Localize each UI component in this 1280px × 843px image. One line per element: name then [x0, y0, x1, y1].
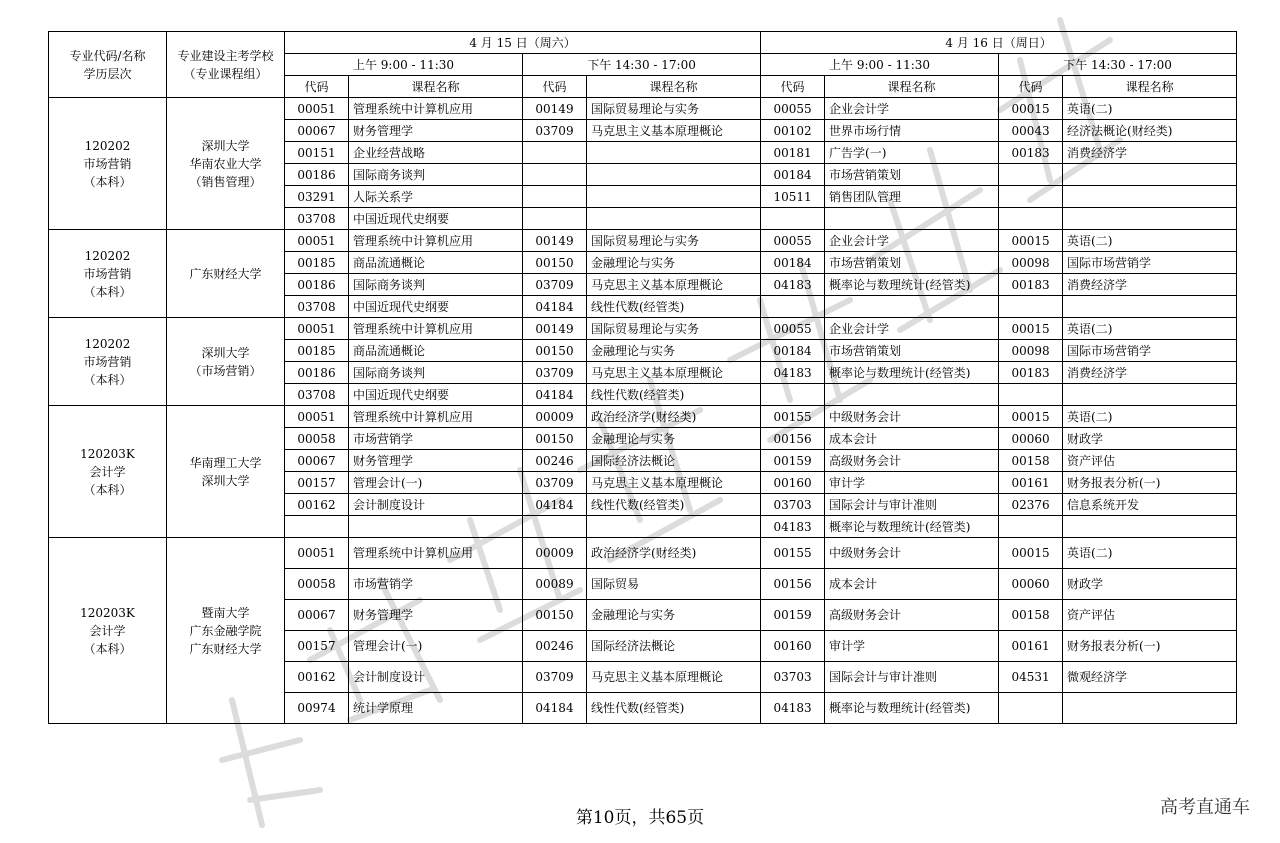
course-code-cell: 00974 [285, 693, 349, 724]
course-code-cell: 00009 [523, 538, 587, 569]
spec-cell [49, 538, 167, 724]
spec-line: 120203K [80, 605, 135, 620]
course-code-cell: 10511 [761, 186, 825, 208]
school-line: 华南农业大学 [189, 156, 262, 171]
course-name-cell: 微观经济学 [1063, 662, 1237, 693]
school-line: 深圳大学 [201, 473, 250, 488]
course-name-cell: 高级财务会计 [825, 600, 999, 631]
course-name-cell: 国际经济法概论 [587, 631, 761, 662]
course-name-cell: 企业会计学 [825, 318, 999, 340]
course-code-cell [999, 164, 1063, 186]
course-name-cell [587, 208, 761, 230]
course-name-cell: 英语(二) [1063, 538, 1237, 569]
course-name-cell: 管理会计(一) [349, 472, 523, 494]
course-name-cell: 审计学 [825, 472, 999, 494]
course-code-cell: 00149 [523, 230, 587, 252]
course-name-cell: 国际贸易 [587, 569, 761, 600]
course-name-cell: 世界市场行情 [825, 120, 999, 142]
course-code-cell: 04184 [523, 296, 587, 318]
course-code-cell: 00150 [523, 252, 587, 274]
course-name-cell: 英语(二) [1063, 230, 1237, 252]
course-name-cell: 消费经济学 [1063, 362, 1237, 384]
course-code-cell [999, 693, 1063, 724]
course-name-cell: 国际商务谈判 [349, 274, 523, 296]
course-code-cell [761, 384, 825, 406]
day2-am-header: 上午 9:00 - 11:30 [761, 54, 999, 76]
course-code-cell: 00186 [285, 274, 349, 296]
course-code-cell: 03291 [285, 186, 349, 208]
spec-cell [49, 318, 167, 406]
course-name-cell: 英语(二) [1063, 406, 1237, 428]
course-name-cell: 财务报表分析(一) [1063, 472, 1237, 494]
course-code-cell: 00015 [999, 538, 1063, 569]
course-code-cell: 00102 [761, 120, 825, 142]
course-code-cell: 00246 [523, 631, 587, 662]
course-name-cell [1063, 164, 1237, 186]
course-code-cell: 04183 [761, 362, 825, 384]
course-name-cell: 英语(二) [1063, 318, 1237, 340]
course-code-cell: 00160 [761, 631, 825, 662]
course-code-cell: 00162 [285, 494, 349, 516]
course-code-cell: 00058 [285, 428, 349, 450]
course-name-cell: 消费经济学 [1063, 142, 1237, 164]
course-name-cell: 国际市场营销学 [1063, 252, 1237, 274]
course-code-cell: 00067 [285, 450, 349, 472]
spec-cell [49, 98, 167, 230]
spec-line: （本科） [83, 482, 132, 497]
course-name-cell: 金融理论与实务 [587, 340, 761, 362]
school-header [167, 32, 285, 98]
course-code-cell [523, 142, 587, 164]
course-name-cell: 会计制度设计 [349, 662, 523, 693]
course-code-cell: 00015 [999, 318, 1063, 340]
spec-line: （本科） [83, 174, 132, 189]
course-code-cell: 00184 [761, 252, 825, 274]
course-name-cell: 马克思主义基本原理概论 [587, 120, 761, 142]
table-row [49, 230, 1237, 252]
course-name-cell [1063, 516, 1237, 538]
table-row [49, 98, 1237, 120]
spec-line: （本科） [83, 641, 132, 656]
course-name-cell: 线性代数(经管类) [587, 384, 761, 406]
spec-line: 市场营销 [83, 354, 132, 369]
school-cell [167, 98, 285, 230]
course-code-cell: 03708 [285, 208, 349, 230]
course-name-cell [1063, 186, 1237, 208]
course-name-cell: 金融理论与实务 [587, 428, 761, 450]
course-code-cell: 00060 [999, 569, 1063, 600]
course-name-cell [587, 516, 761, 538]
course-code-cell [999, 384, 1063, 406]
course-name-cell: 企业经营战略 [349, 142, 523, 164]
course-code-cell: 00151 [285, 142, 349, 164]
course-name-cell: 财务管理学 [349, 600, 523, 631]
course-code-cell: 04183 [761, 274, 825, 296]
course-code-cell: 00162 [285, 662, 349, 693]
school-cell [167, 538, 285, 724]
course-name-cell: 财务报表分析(一) [1063, 631, 1237, 662]
course-code-cell: 00186 [285, 362, 349, 384]
course-name-cell: 英语(二) [1063, 98, 1237, 120]
exam-schedule-table [48, 31, 1237, 724]
course-name-cell: 概率论与数理统计(经管类) [825, 274, 999, 296]
school-line: 深圳大学 [201, 345, 250, 360]
course-name-cell: 线性代数(经管类) [587, 296, 761, 318]
course-name-cell: 中国近现代史纲要 [349, 296, 523, 318]
day2-header: 4 月 16 日（周日） [761, 32, 1237, 54]
course-name-cell: 国际贸易理论与实务 [587, 318, 761, 340]
course-code-cell: 00155 [761, 538, 825, 569]
school-line: 暨南大学 [201, 605, 250, 620]
course-code-cell: 03708 [285, 384, 349, 406]
course-code-cell: 00009 [523, 406, 587, 428]
course-code-cell: 03708 [285, 296, 349, 318]
course-name-cell: 市场营销策划 [825, 164, 999, 186]
course-code-cell: 00156 [761, 569, 825, 600]
school-cell [167, 230, 285, 318]
course-code-cell: 00051 [285, 318, 349, 340]
course-code-cell: 00161 [999, 631, 1063, 662]
course-code-cell: 00183 [999, 274, 1063, 296]
course-name-cell: 马克思主义基本原理概论 [587, 662, 761, 693]
course-name-cell: 会计制度设计 [349, 494, 523, 516]
day2-pm-header: 下午 14:30 - 17:00 [999, 54, 1237, 76]
course-name-cell: 经济法概论(财经类) [1063, 120, 1237, 142]
day1-am-header: 上午 9:00 - 11:30 [285, 54, 523, 76]
course-header: 课程名称 [825, 76, 999, 98]
code-header: 代码 [761, 76, 825, 98]
course-name-cell: 财政学 [1063, 428, 1237, 450]
course-code-cell: 04184 [523, 384, 587, 406]
school-line: 华南理工大学 [189, 455, 262, 470]
course-code-cell [285, 516, 349, 538]
spec-cell [49, 406, 167, 538]
course-name-cell: 中国近现代史纲要 [349, 208, 523, 230]
code-header: 代码 [523, 76, 587, 98]
course-name-cell: 财务管理学 [349, 450, 523, 472]
course-name-cell: 管理系统中计算机应用 [349, 230, 523, 252]
course-code-cell: 00051 [285, 538, 349, 569]
spec-level-title: 学历层次 [83, 66, 132, 81]
course-code-cell: 00051 [285, 230, 349, 252]
course-name-cell: 成本会计 [825, 569, 999, 600]
course-name-cell: 管理会计(一) [349, 631, 523, 662]
course-name-cell: 消费经济学 [1063, 274, 1237, 296]
course-name-cell: 国际商务谈判 [349, 164, 523, 186]
course-name-cell: 市场营销学 [349, 569, 523, 600]
school-line: （市场营销） [189, 363, 262, 378]
school-line: 广东财经大学 [189, 641, 262, 656]
course-header: 课程名称 [1063, 76, 1237, 98]
course-name-cell: 市场营销学 [349, 428, 523, 450]
spec-line: 会计学 [89, 623, 126, 638]
course-name-cell: 高级财务会计 [825, 450, 999, 472]
course-name-cell: 概率论与数理统计(经管类) [825, 362, 999, 384]
course-code-cell: 00067 [285, 120, 349, 142]
course-code-cell: 03709 [523, 274, 587, 296]
course-name-cell: 国际贸易理论与实务 [587, 98, 761, 120]
school-group-title: （专业课程组） [183, 66, 268, 81]
course-name-cell [1063, 208, 1237, 230]
course-code-cell [999, 516, 1063, 538]
course-name-cell: 财政学 [1063, 569, 1237, 600]
course-code-cell [523, 164, 587, 186]
course-code-cell: 00184 [761, 340, 825, 362]
course-name-cell [587, 164, 761, 186]
course-name-cell [587, 142, 761, 164]
table-row [49, 406, 1237, 428]
course-name-cell: 国际商务谈判 [349, 362, 523, 384]
school-cell [167, 406, 285, 538]
course-code-cell: 00159 [761, 450, 825, 472]
spec-line: 120203K [80, 446, 135, 461]
course-name-cell: 概率论与数理统计(经管类) [825, 516, 999, 538]
course-name-cell: 国际会计与审计准则 [825, 662, 999, 693]
course-code-cell: 00051 [285, 98, 349, 120]
course-code-cell [761, 208, 825, 230]
course-code-cell [523, 208, 587, 230]
course-code-cell: 00246 [523, 450, 587, 472]
spec-line: （本科） [83, 372, 132, 387]
course-name-cell: 马克思主义基本原理概论 [587, 274, 761, 296]
course-code-cell: 00149 [523, 98, 587, 120]
course-code-cell: 00157 [285, 472, 349, 494]
course-name-cell: 企业会计学 [825, 98, 999, 120]
course-code-cell: 00184 [761, 164, 825, 186]
course-code-cell: 02376 [999, 494, 1063, 516]
course-name-cell: 商品流通概论 [349, 252, 523, 274]
spec-line: 市场营销 [83, 156, 132, 171]
spec-line: （本科） [83, 284, 132, 299]
day1-pm-header: 下午 14:30 - 17:00 [523, 54, 761, 76]
course-code-cell [761, 296, 825, 318]
course-name-cell: 统计学原理 [349, 693, 523, 724]
course-name-cell: 国际会计与审计准则 [825, 494, 999, 516]
course-name-cell: 商品流通概论 [349, 340, 523, 362]
course-name-cell: 资产评估 [1063, 600, 1237, 631]
course-name-cell: 管理系统中计算机应用 [349, 538, 523, 569]
course-code-cell: 00058 [285, 569, 349, 600]
course-name-cell: 政治经济学(财经类) [587, 538, 761, 569]
page-number: 第10页，共65页 [575, 808, 705, 828]
course-name-cell: 国际市场营销学 [1063, 340, 1237, 362]
course-code-cell: 00015 [999, 98, 1063, 120]
course-code-cell: 00098 [999, 340, 1063, 362]
course-name-cell: 人际关系学 [349, 186, 523, 208]
school-line: 广东财经大学 [189, 266, 262, 281]
course-name-cell: 市场营销策划 [825, 340, 999, 362]
course-code-cell: 04531 [999, 662, 1063, 693]
course-name-cell: 中级财务会计 [825, 538, 999, 569]
course-name-cell: 资产评估 [1063, 450, 1237, 472]
course-name-cell [825, 208, 999, 230]
course-name-cell [825, 296, 999, 318]
course-code-cell [523, 516, 587, 538]
course-name-cell: 企业会计学 [825, 230, 999, 252]
course-code-cell: 00015 [999, 406, 1063, 428]
spec-header [49, 32, 167, 98]
code-header: 代码 [285, 76, 349, 98]
course-code-cell: 00067 [285, 600, 349, 631]
course-code-cell: 00185 [285, 252, 349, 274]
course-code-cell: 03703 [761, 494, 825, 516]
school-title: 专业建设主考学校 [177, 48, 274, 63]
course-code-cell: 04183 [761, 693, 825, 724]
course-name-cell: 线性代数(经管类) [587, 494, 761, 516]
spec-line: 120202 [84, 336, 131, 351]
school-line: 广东金融学院 [189, 623, 262, 638]
course-code-cell: 00155 [761, 406, 825, 428]
course-code-cell: 00150 [523, 340, 587, 362]
course-code-cell: 00060 [999, 428, 1063, 450]
course-name-cell [1063, 296, 1237, 318]
course-name-cell: 审计学 [825, 631, 999, 662]
course-code-cell: 00055 [761, 318, 825, 340]
course-header: 课程名称 [349, 76, 523, 98]
table-row [49, 318, 1237, 340]
course-name-cell: 中级财务会计 [825, 406, 999, 428]
course-code-cell: 03709 [523, 362, 587, 384]
course-code-cell: 00157 [285, 631, 349, 662]
course-code-cell: 00150 [523, 600, 587, 631]
course-name-cell: 管理系统中计算机应用 [349, 318, 523, 340]
course-code-cell: 04183 [761, 516, 825, 538]
spec-line: 市场营销 [83, 266, 132, 281]
school-cell [167, 318, 285, 406]
course-name-cell [825, 384, 999, 406]
course-name-cell: 信息系统开发 [1063, 494, 1237, 516]
course-code-cell: 00186 [285, 164, 349, 186]
course-code-cell: 00055 [761, 230, 825, 252]
course-name-cell: 广告学(一) [825, 142, 999, 164]
course-name-cell: 线性代数(经管类) [587, 693, 761, 724]
course-name-cell [1063, 384, 1237, 406]
course-name-cell: 国际贸易理论与实务 [587, 230, 761, 252]
course-code-cell: 04184 [523, 693, 587, 724]
course-code-cell: 03709 [523, 472, 587, 494]
course-code-cell: 00181 [761, 142, 825, 164]
course-code-cell: 00158 [999, 450, 1063, 472]
course-name-cell: 管理系统中计算机应用 [349, 406, 523, 428]
course-code-cell: 00043 [999, 120, 1063, 142]
course-code-cell: 03703 [761, 662, 825, 693]
course-code-cell: 00159 [761, 600, 825, 631]
spec-line: 120202 [84, 138, 131, 153]
course-code-cell: 03709 [523, 662, 587, 693]
course-name-cell: 国际经济法概论 [587, 450, 761, 472]
course-code-cell [523, 186, 587, 208]
brand-label: 高考直通车 [1160, 797, 1250, 818]
course-code-cell: 00089 [523, 569, 587, 600]
course-header: 课程名称 [587, 76, 761, 98]
course-code-cell: 00183 [999, 142, 1063, 164]
school-line: （销售管理） [189, 174, 262, 189]
course-name-cell [349, 516, 523, 538]
schedule-body [49, 98, 1237, 724]
spec-line: 120202 [84, 248, 131, 263]
school-line: 深圳大学 [201, 138, 250, 153]
course-name-cell: 政治经济学(财经类) [587, 406, 761, 428]
course-code-cell: 00098 [999, 252, 1063, 274]
day1-header: 4 月 15 日（周六） [285, 32, 761, 54]
course-name-cell: 金融理论与实务 [587, 252, 761, 274]
course-code-cell: 00150 [523, 428, 587, 450]
table-row [49, 538, 1237, 569]
course-code-cell: 00185 [285, 340, 349, 362]
course-name-cell: 马克思主义基本原理概论 [587, 472, 761, 494]
course-code-cell: 04184 [523, 494, 587, 516]
code-header: 代码 [999, 76, 1063, 98]
course-name-cell: 销售团队管理 [825, 186, 999, 208]
spec-cell [49, 230, 167, 318]
course-code-cell: 00183 [999, 362, 1063, 384]
course-name-cell: 概率论与数理统计(经管类) [825, 693, 999, 724]
course-code-cell: 00055 [761, 98, 825, 120]
course-name-cell [587, 186, 761, 208]
course-name-cell: 市场营销策划 [825, 252, 999, 274]
course-name-cell: 财务管理学 [349, 120, 523, 142]
course-code-cell: 00149 [523, 318, 587, 340]
course-code-cell: 03709 [523, 120, 587, 142]
course-code-cell [999, 208, 1063, 230]
course-code-cell: 00051 [285, 406, 349, 428]
course-code-cell: 00158 [999, 600, 1063, 631]
course-code-cell: 00015 [999, 230, 1063, 252]
course-name-cell: 中国近现代史纲要 [349, 384, 523, 406]
course-code-cell [999, 186, 1063, 208]
course-code-cell: 00160 [761, 472, 825, 494]
course-name-cell: 马克思主义基本原理概论 [587, 362, 761, 384]
course-name-cell: 金融理论与实务 [587, 600, 761, 631]
spec-code-title: 专业代码/名称 [69, 48, 146, 63]
course-code-cell: 00161 [999, 472, 1063, 494]
course-name-cell [1063, 693, 1237, 724]
spec-line: 会计学 [89, 464, 126, 479]
course-code-cell: 00156 [761, 428, 825, 450]
course-name-cell: 管理系统中计算机应用 [349, 98, 523, 120]
course-code-cell [999, 296, 1063, 318]
course-name-cell: 成本会计 [825, 428, 999, 450]
